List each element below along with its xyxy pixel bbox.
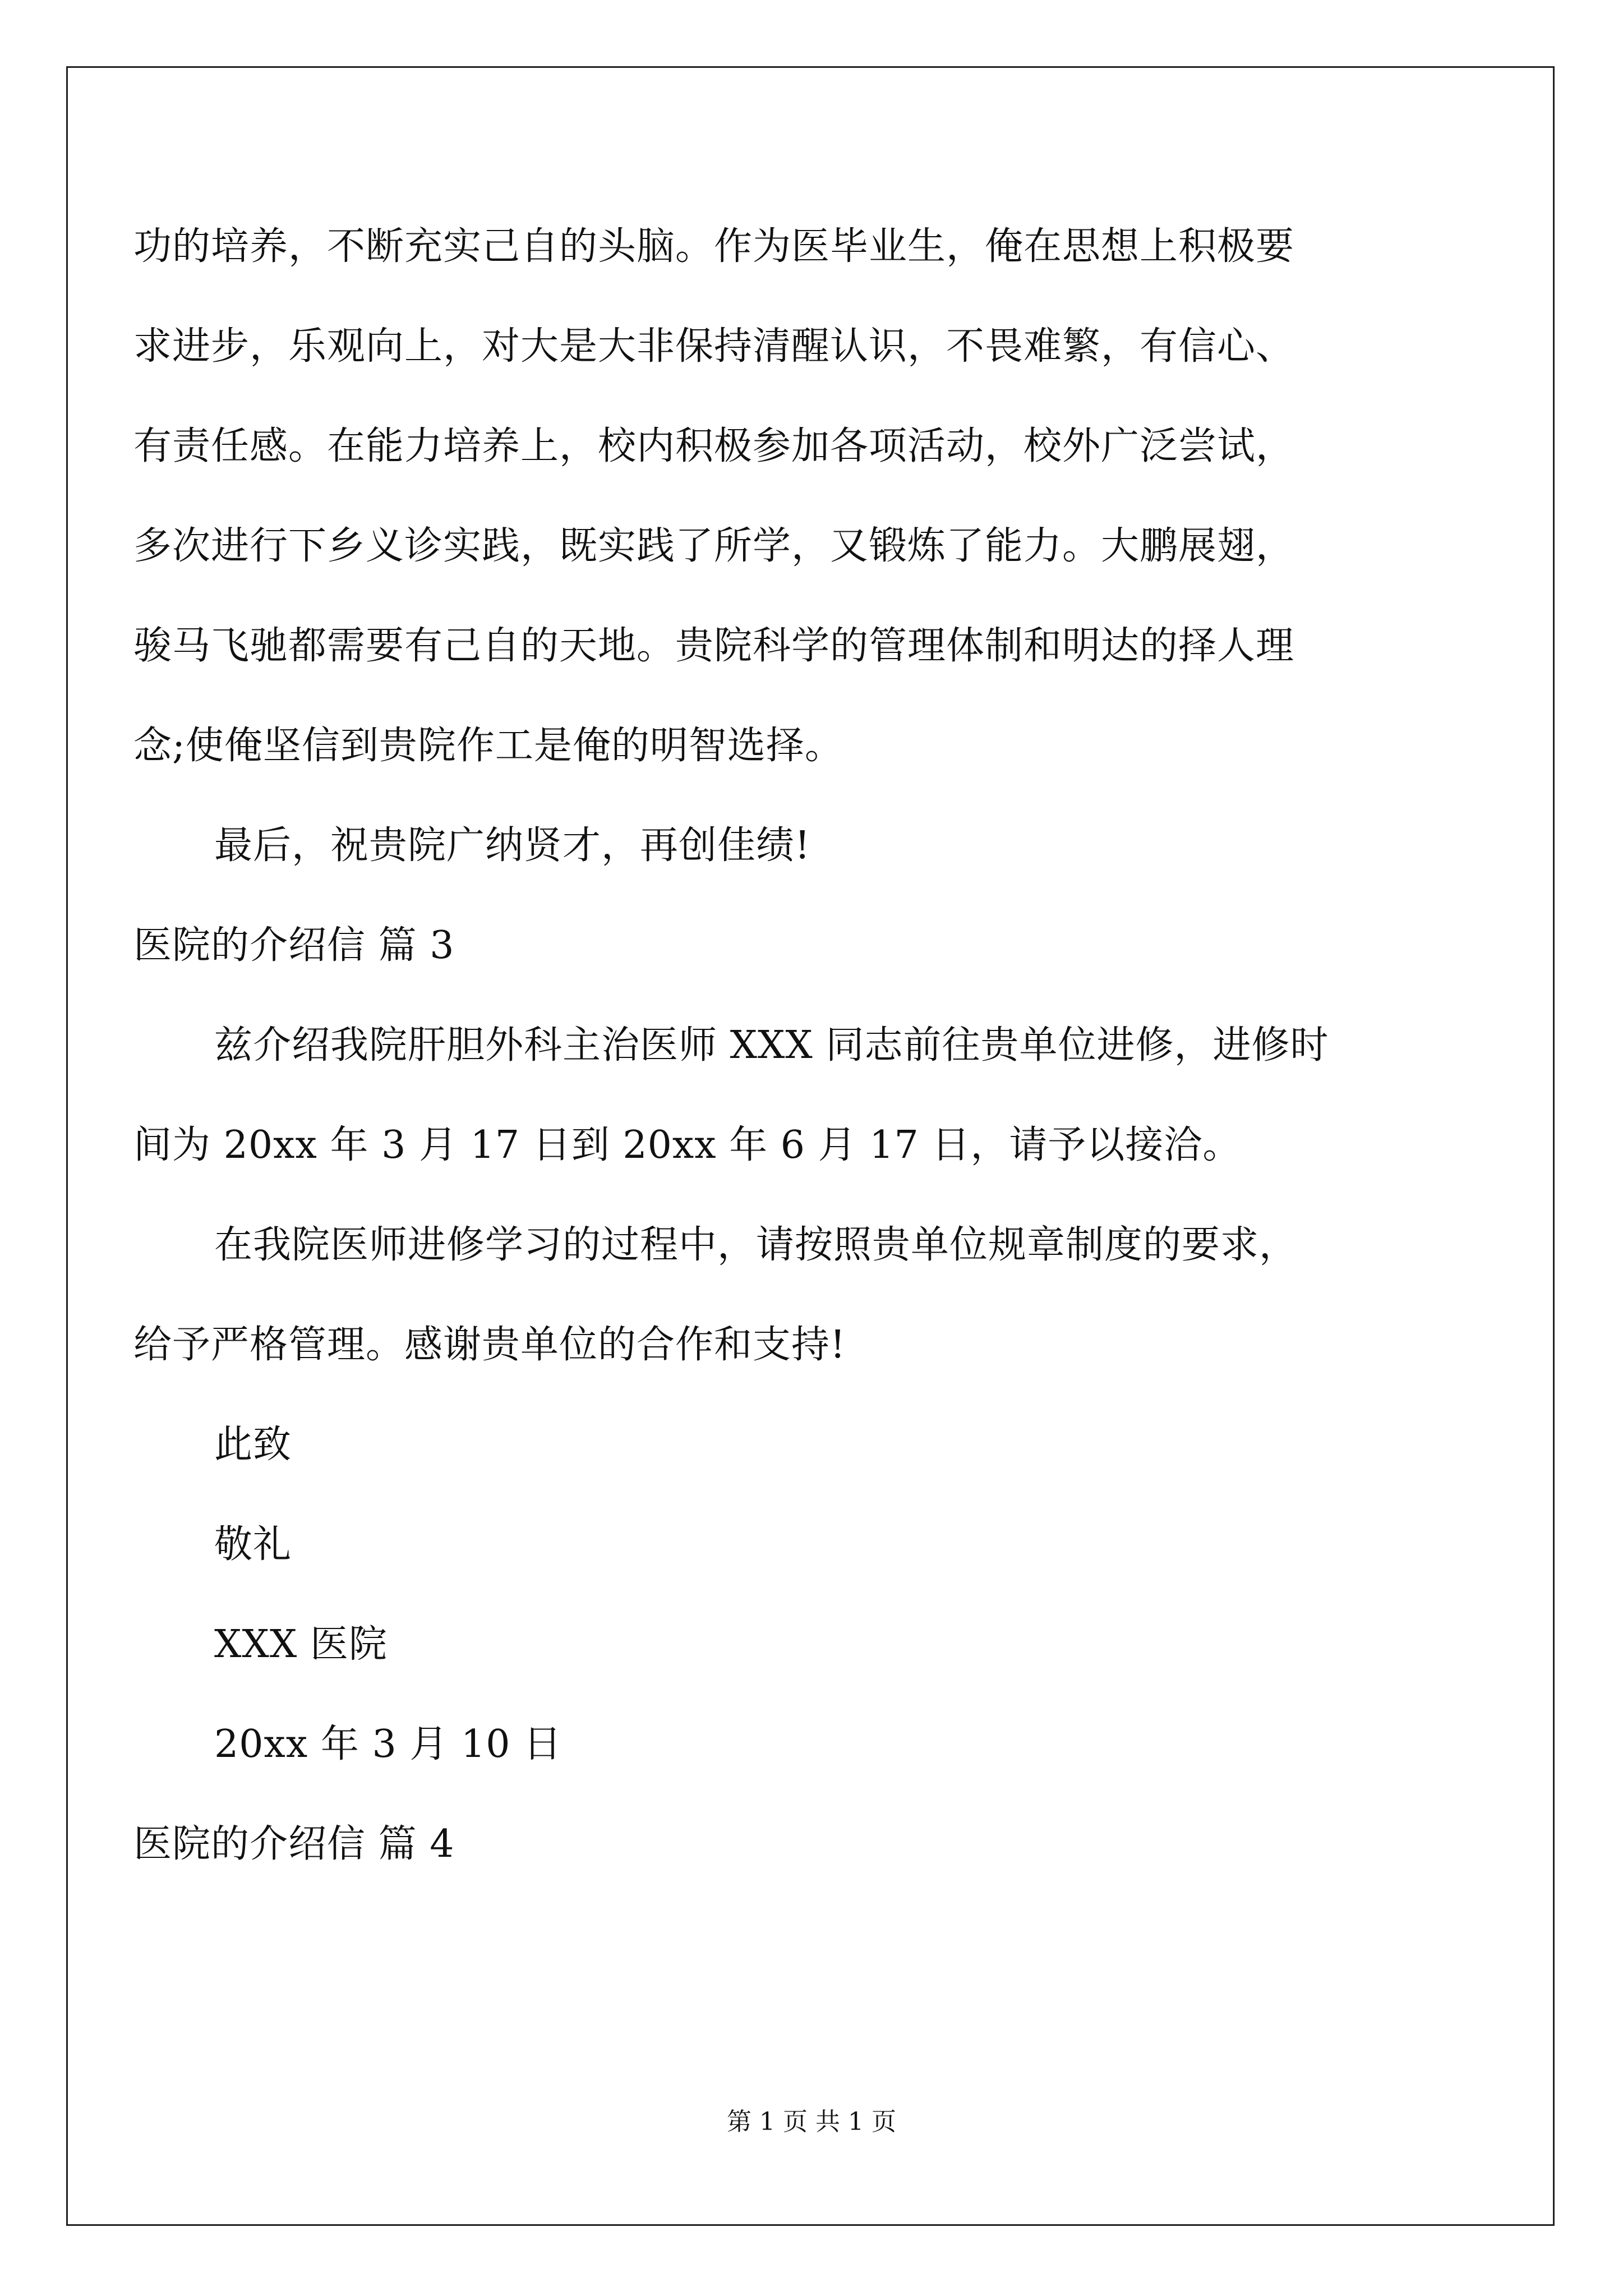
paragraph-line: 在我院医师进修学习的过程中，请按照贵单位规章制度的要求， [214, 1223, 1298, 1267]
section-heading: 医院的介绍信 篇 3 [133, 923, 455, 968]
page-footer: 第 1 页 共 1 页 [727, 2108, 896, 2136]
paragraph-line: 多次进行下乡义诊实践，既实践了所学，又锻炼了能力。大鹏展翅， [133, 524, 1295, 568]
paragraph-line: 有责任感。在能力培养上，校内积极参加各项活动，校外广泛尝试， [133, 424, 1295, 468]
signature-organization: XXX 医院 [214, 1622, 388, 1667]
paragraph-line: 给予严格管理。感谢贵单位的合作和支持! [133, 1323, 846, 1367]
salutation: 此致 [214, 1423, 292, 1467]
closing-wish: 最后，祝贵院广纳贤才，再创佳绩! [214, 823, 811, 868]
signature-date: 20xx 年 3 月 10 日 [214, 1722, 562, 1766]
paragraph-line: 求进步，乐观向上，对大是大非保持清醒认识，不畏难繁，有信心、 [133, 324, 1295, 369]
paragraph-line: 功的培养，不断充实己自的头脑。作为医毕业生，俺在思想上积极要 [133, 224, 1295, 269]
paragraph-line: 念;使俺坚信到贵院作工是俺的明智选择。 [133, 724, 843, 768]
section-heading: 医院的介绍信 篇 4 [133, 1822, 455, 1866]
paragraph-line: 骏马飞驰都需要有己自的天地。贵院科学的管理体制和明达的择人理 [133, 624, 1295, 668]
paragraph-line: 间为 20xx 年 3 月 17 日到 20xx 年 6 月 17 日，请予以接洽。 [133, 1123, 1242, 1167]
salutation: 敬礼 [214, 1522, 292, 1567]
paragraph-line: 兹介绍我院肝胆外科主治医师 XXX 同志前往贵单位进修，进修时 [214, 1023, 1329, 1068]
